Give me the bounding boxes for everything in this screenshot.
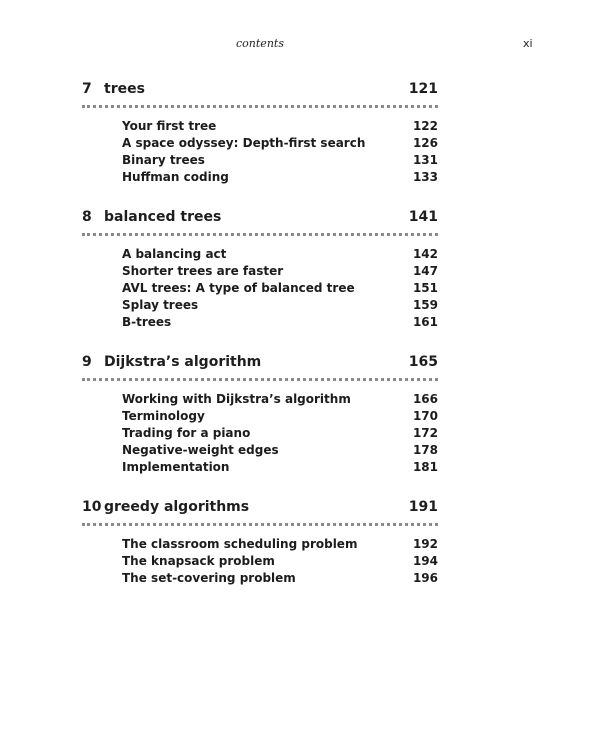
toc-entry[interactable] bbox=[82, 314, 438, 331]
chapter-title: trees bbox=[104, 81, 145, 97]
toc-entry[interactable] bbox=[82, 570, 438, 587]
toc-entry-page: 122 bbox=[412, 119, 438, 133]
toc-entry-page: 133 bbox=[412, 170, 438, 184]
toc-entry[interactable] bbox=[82, 246, 438, 263]
chapter-heading[interactable] bbox=[82, 79, 438, 99]
toc-entry-title: Working with Dijkstra’s algorithm bbox=[122, 392, 351, 406]
toc-entry[interactable] bbox=[82, 442, 438, 459]
toc-entry-title: Trading for a piano bbox=[122, 426, 251, 440]
chapter-page-number: 121 bbox=[408, 81, 438, 97]
toc-entry[interactable] bbox=[82, 118, 438, 135]
toc-entry-page: 161 bbox=[412, 315, 438, 329]
toc-entry-page: 181 bbox=[412, 460, 438, 474]
toc-entry-page: 151 bbox=[412, 281, 438, 295]
toc-entry-title: A space odyssey: Depth-first search bbox=[122, 136, 366, 150]
toc-entry-page: 166 bbox=[412, 392, 438, 406]
toc-entry-title: AVL trees: A type of balanced tree bbox=[122, 281, 355, 295]
toc-entry-page: 172 bbox=[412, 426, 438, 440]
toc-entry-title: Shorter trees are faster bbox=[122, 264, 284, 278]
toc-entry-title: Huffman coding bbox=[122, 170, 229, 184]
toc-entry-title: Binary trees bbox=[122, 153, 205, 167]
toc-entry[interactable] bbox=[82, 536, 438, 553]
toc-entry-list bbox=[82, 246, 438, 331]
toc-entry-page: 196 bbox=[412, 571, 438, 585]
toc-entry-page: 131 bbox=[412, 153, 438, 167]
chapter-9 bbox=[82, 352, 438, 476]
chapter-number: 7 bbox=[82, 81, 92, 97]
chapter-page-number: 141 bbox=[408, 209, 438, 225]
toc-entry[interactable] bbox=[82, 553, 438, 570]
toc-entry-page: 147 bbox=[412, 264, 438, 278]
toc-entry[interactable] bbox=[82, 297, 438, 314]
toc-entry-title: B-trees bbox=[122, 315, 172, 329]
chapter-number: 9 bbox=[82, 354, 92, 370]
toc-entry-title: Terminology bbox=[122, 409, 205, 423]
chapter-title: greedy algorithms bbox=[104, 499, 250, 515]
chapter-7 bbox=[82, 79, 438, 186]
dotted-divider bbox=[82, 523, 438, 526]
toc-entry-title: Negative-weight edges bbox=[122, 443, 279, 457]
chapter-heading[interactable] bbox=[82, 207, 438, 227]
toc-entry[interactable] bbox=[82, 408, 438, 425]
toc-entry-title: Splay trees bbox=[122, 298, 199, 312]
toc-entry-list bbox=[82, 118, 438, 186]
toc-entry-page: 159 bbox=[412, 298, 438, 312]
toc-entry-title: A balancing act bbox=[122, 247, 227, 261]
toc-entry[interactable] bbox=[82, 152, 438, 169]
toc-entry[interactable] bbox=[82, 459, 438, 476]
chapter-title: Dijkstra’s algorithm bbox=[104, 354, 262, 370]
chapter-number: 10 bbox=[82, 499, 102, 515]
chapter-10 bbox=[82, 497, 438, 587]
toc-entry-title: Implementation bbox=[122, 460, 230, 474]
dotted-divider bbox=[82, 233, 438, 236]
toc-entry[interactable] bbox=[82, 169, 438, 186]
toc-entry[interactable] bbox=[82, 425, 438, 442]
toc-entry-page: 192 bbox=[412, 537, 438, 551]
toc-entry[interactable] bbox=[82, 391, 438, 408]
toc-entry-title: The classroom scheduling problem bbox=[122, 537, 358, 551]
toc-entry-page: 194 bbox=[412, 554, 438, 568]
chapter-page-number: 165 bbox=[408, 354, 438, 370]
running-title: contents bbox=[236, 37, 284, 50]
chapter-title: balanced trees bbox=[104, 209, 222, 225]
toc-entry[interactable] bbox=[82, 263, 438, 280]
chapter-number: 8 bbox=[82, 209, 92, 225]
page-number: xi bbox=[523, 37, 533, 50]
toc-entry-title: Your first tree bbox=[122, 119, 217, 133]
toc-entry-page: 170 bbox=[412, 409, 438, 423]
running-head bbox=[0, 37, 600, 57]
chapter-heading[interactable] bbox=[82, 497, 438, 517]
toc-entry-page: 126 bbox=[412, 136, 438, 150]
toc-entry-title: The knapsack problem bbox=[122, 554, 275, 568]
toc-entry-list bbox=[82, 391, 438, 476]
toc-entry-title: The set-covering problem bbox=[122, 571, 296, 585]
toc-entry-page: 142 bbox=[412, 247, 438, 261]
dotted-divider bbox=[82, 105, 438, 108]
chapter-page-number: 191 bbox=[408, 499, 438, 515]
dotted-divider bbox=[82, 378, 438, 381]
toc-entry[interactable] bbox=[82, 280, 438, 297]
toc-entry[interactable] bbox=[82, 135, 438, 152]
toc-entry-list bbox=[82, 536, 438, 587]
chapter-8 bbox=[82, 207, 438, 331]
chapter-heading[interactable] bbox=[82, 352, 438, 372]
toc-entry-page: 178 bbox=[412, 443, 438, 457]
